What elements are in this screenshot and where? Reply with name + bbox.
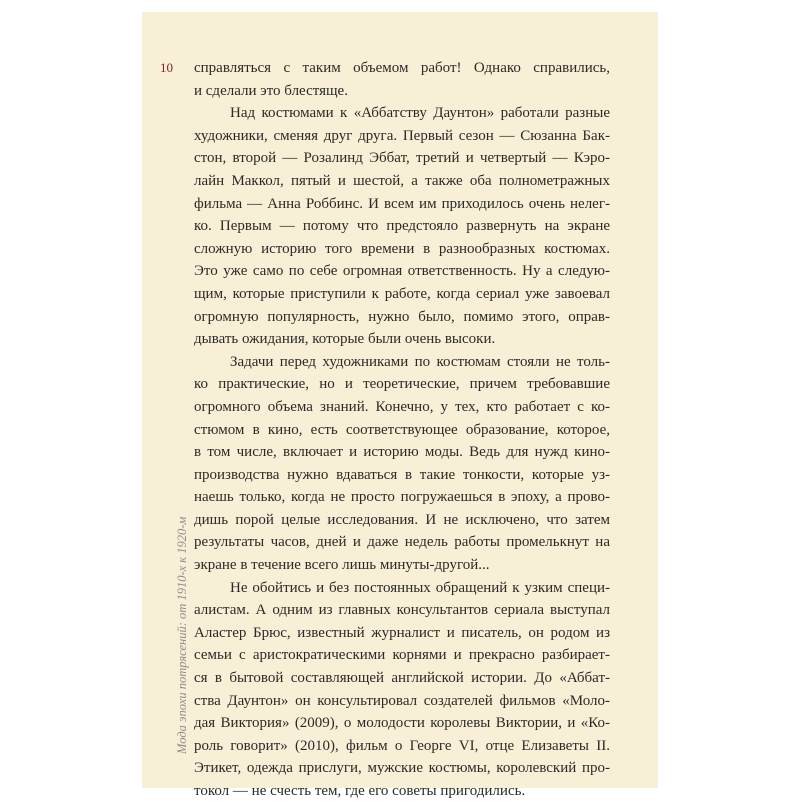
text-line: семьи с аристократическими корнями и прекрасно разбирает- — [194, 647, 610, 664]
book-page — [142, 12, 658, 799]
text-line: огромную популярность, нужно было, помимо этого, оправ- — [194, 308, 610, 325]
text-line: стюмом в кино, есть соответствующее образование, которое, — [194, 421, 610, 438]
text-line: и сделали это блестяще. — [194, 82, 348, 99]
text-line: художники, сменяя друг друга. Первый сезон — Сюзанна Бак- — [194, 127, 610, 144]
page-number: 10 — [160, 60, 173, 75]
text-line: лайн Маккол, пятый и шестой, а также оба полнометражных — [194, 172, 610, 189]
text-line: щим, которые приступили к работе, когда сериал уже завоевал — [194, 285, 610, 302]
text-line: результаты часов, дней и даже недель работы промелькнут на — [194, 534, 610, 551]
text-line: Это уже само по себе огромная ответственность. Ну а следую- — [194, 263, 610, 280]
text-line: алистам. А одним из главных консультантов сериала выступал — [194, 602, 610, 619]
text-line: справляться с таким объемом работ! Однако справились, — [194, 60, 610, 76]
text-line: Задачи перед художниками по костюмам стояли не толь- — [230, 353, 610, 370]
text-line: токол — не счесть тем, где его советы пригодились. — [194, 783, 526, 799]
body-text — [194, 57, 610, 803]
text-line: Этикет, одежда прислуги, мужские костюмы, королевский про- — [194, 760, 610, 777]
text-line: дая Виктория» (2009), о молодости королевы Виктории, и «Ко- — [194, 715, 610, 732]
running-title: Мода эпохи потрясений: от 1910-х к 1920-м — [175, 516, 189, 754]
text-line: сложную историю того времени в разнообразных костюмах. — [194, 240, 610, 257]
paragraph — [194, 351, 610, 577]
text-line: ся в бытовой составляющей английской истории. До «Аббат- — [194, 670, 610, 687]
text-line: ства Даунтон» он консультировал создателей фильмов «Моло- — [194, 692, 610, 709]
text-line: экране в течение всего лишь минуты-другой... — [194, 557, 490, 574]
text-line: ко практические, но и теоретические, причем требовавшие — [194, 376, 610, 393]
text-line: наешь только, когда не просто погружаешься в эпоху, а прово- — [194, 489, 610, 506]
paragraph — [194, 57, 610, 102]
text-line: дишь порой целые исследования. И не исключено, что затем — [194, 511, 610, 528]
text-line: Не обойтись и без постоянных обращений к узким специ- — [230, 579, 610, 596]
text-line: производства нужно вдаваться в такие тонкости, которые уз- — [194, 466, 610, 483]
text-line: Над костюмами к «Аббатству Даунтон» работали разные — [230, 105, 610, 122]
text-line: ко. Первым — потому что предстояло развернуть на экране — [194, 218, 610, 235]
text-line: стон, второй — Розалинд Эббат, третий и четвертый — Кэро- — [194, 150, 610, 167]
text-line: роль говорит» (2010), фильм о Георге VI, отце Елизаветы II. — [194, 737, 610, 754]
paragraph — [194, 102, 610, 351]
text-line: дывать ожидания, которые были очень высоки. — [194, 331, 496, 348]
text-line: фильма — Анна Роббинс. И всем им приходилось очень нелег- — [194, 195, 610, 212]
paragraph — [194, 577, 610, 803]
text-line: Аластер Брюс, известный журналист и писатель, он родом из — [194, 624, 610, 641]
text-line: в том числе, включает и историю моды. Ведь для нужд кино- — [194, 444, 610, 461]
text-line: огромного объема знаний. Конечно, у тех, кто работает с ко- — [194, 398, 610, 415]
